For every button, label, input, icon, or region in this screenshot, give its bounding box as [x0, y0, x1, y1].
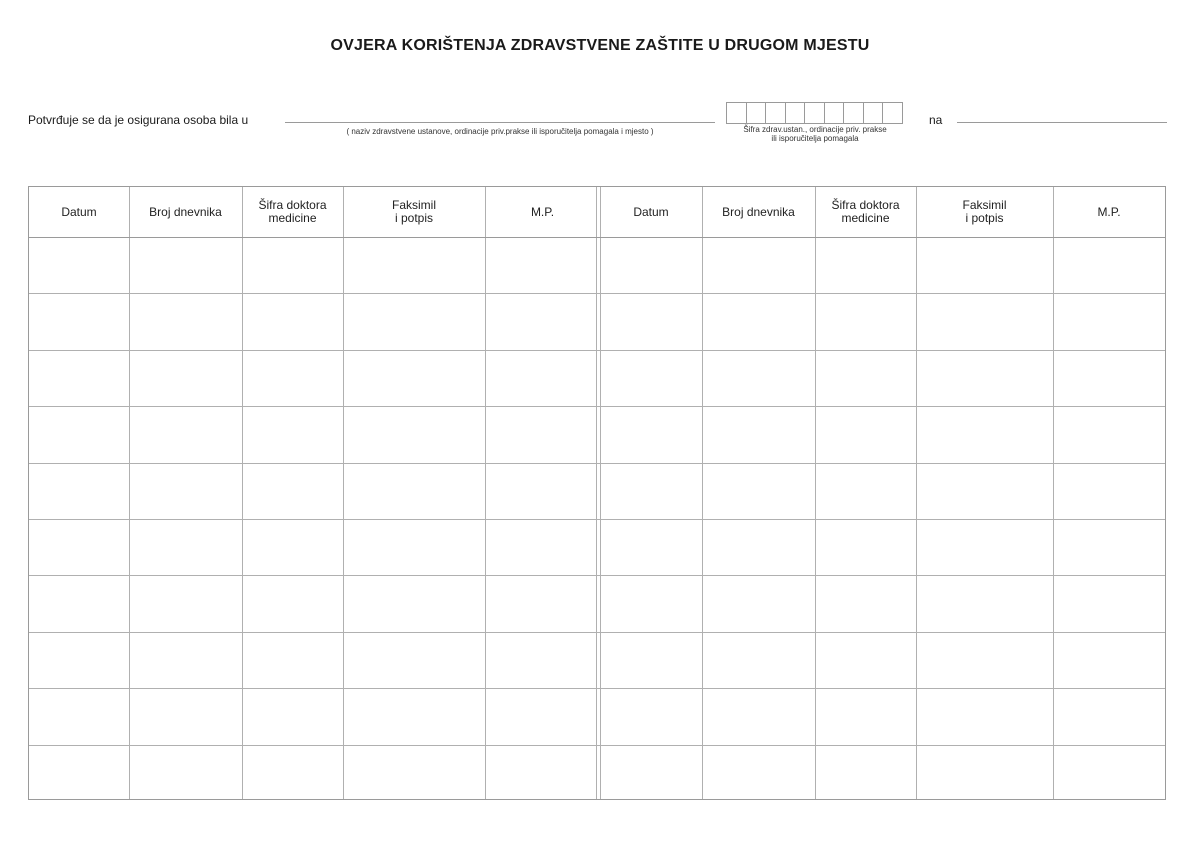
- table-cell[interactable]: [29, 632, 129, 688]
- table-cell[interactable]: [242, 745, 343, 801]
- table-cell[interactable]: [242, 293, 343, 349]
- table-cell[interactable]: [29, 519, 129, 575]
- code-digit-box[interactable]: [766, 103, 786, 123]
- table-cell[interactable]: [916, 237, 1053, 293]
- confirm-text: Potvrđuje se da je osigurana osoba bila u: [28, 113, 249, 127]
- table-cell[interactable]: [600, 632, 702, 688]
- table-cell[interactable]: [242, 575, 343, 631]
- table-cell[interactable]: [485, 350, 600, 406]
- table-cell[interactable]: [916, 688, 1053, 744]
- table-cell[interactable]: [1053, 745, 1165, 801]
- table-cell[interactable]: [129, 575, 242, 631]
- column-header-label: Šifra doktora medicine: [258, 198, 327, 225]
- table-cell[interactable]: [600, 463, 702, 519]
- table-cell[interactable]: [343, 293, 485, 349]
- column-header: [129, 187, 242, 237]
- code-digit-box[interactable]: [786, 103, 806, 123]
- table-cell[interactable]: [702, 293, 815, 349]
- table-cell[interactable]: [815, 688, 916, 744]
- table-cell[interactable]: [815, 350, 916, 406]
- facility-code-caption: Šifra zdrav.ustan., ordinacije priv. prakse ili isporučitelja pomagala: [743, 125, 887, 143]
- table-cell[interactable]: [29, 463, 129, 519]
- table-cell[interactable]: [242, 350, 343, 406]
- table-cell[interactable]: [600, 406, 702, 462]
- table-cell[interactable]: [1053, 406, 1165, 462]
- table-cell[interactable]: [815, 575, 916, 631]
- table-cell[interactable]: [916, 519, 1053, 575]
- table-cell[interactable]: [29, 688, 129, 744]
- table-cell[interactable]: [485, 237, 600, 293]
- table-cell[interactable]: [815, 406, 916, 462]
- column-header-label: Šifra doktora medicine: [831, 198, 900, 225]
- facility-code-boxes[interactable]: [726, 102, 903, 124]
- table-cell[interactable]: [815, 745, 916, 801]
- table-cell[interactable]: [600, 688, 702, 744]
- table-cell[interactable]: [1053, 632, 1165, 688]
- column-header: [702, 187, 815, 237]
- table-cell[interactable]: [916, 745, 1053, 801]
- table-cell[interactable]: [600, 745, 702, 801]
- table-cell[interactable]: [343, 519, 485, 575]
- table-cell[interactable]: [343, 745, 485, 801]
- table-cell[interactable]: [702, 237, 815, 293]
- table-cell[interactable]: [916, 350, 1053, 406]
- table-cell[interactable]: [485, 745, 600, 801]
- table-cell[interactable]: [29, 350, 129, 406]
- table-cell[interactable]: [1053, 237, 1165, 293]
- column-header-label: Broj dnevnika: [149, 204, 222, 219]
- table-cell[interactable]: [600, 519, 702, 575]
- column-header: [600, 187, 702, 237]
- column-header-label: Faksimil i potpis: [962, 198, 1007, 225]
- table-cell[interactable]: [343, 406, 485, 462]
- column-header: [485, 187, 600, 237]
- column-header: [343, 187, 485, 237]
- table-cell[interactable]: [702, 350, 815, 406]
- na-label: na: [929, 113, 943, 127]
- column-header-label: Broj dnevnika: [722, 204, 795, 219]
- table-cell[interactable]: [485, 293, 600, 349]
- table-cell[interactable]: [485, 406, 600, 462]
- column-header: [242, 187, 343, 237]
- code-digit-box[interactable]: [844, 103, 864, 123]
- table-cell[interactable]: [129, 293, 242, 349]
- table-cell[interactable]: [242, 406, 343, 462]
- table-cell[interactable]: [1053, 688, 1165, 744]
- table-cell[interactable]: [702, 688, 815, 744]
- table-cell[interactable]: [343, 463, 485, 519]
- table-cell[interactable]: [916, 632, 1053, 688]
- table-cell[interactable]: [485, 519, 600, 575]
- table-cell[interactable]: [702, 575, 815, 631]
- table-cell[interactable]: [29, 575, 129, 631]
- column-header: [1053, 187, 1165, 237]
- column-header-label: Datum: [61, 204, 97, 219]
- table-cell[interactable]: [916, 406, 1053, 462]
- column-header-label: M.P.: [530, 204, 555, 219]
- table-cell[interactable]: [815, 293, 916, 349]
- table-cell[interactable]: [916, 293, 1053, 349]
- table-cell[interactable]: [815, 463, 916, 519]
- table-cell[interactable]: [485, 632, 600, 688]
- table-cell[interactable]: [29, 406, 129, 462]
- table-cell[interactable]: [600, 350, 702, 406]
- table-cell[interactable]: [129, 463, 242, 519]
- table-cell[interactable]: [600, 575, 702, 631]
- table-cell[interactable]: [916, 575, 1053, 631]
- table-cell[interactable]: [129, 519, 242, 575]
- table-cell[interactable]: [1053, 519, 1165, 575]
- table-cell[interactable]: [1053, 293, 1165, 349]
- table-cell[interactable]: [815, 237, 916, 293]
- table-cell[interactable]: [29, 237, 129, 293]
- code-digit-box[interactable]: [825, 103, 845, 123]
- code-digit-box[interactable]: [727, 103, 747, 123]
- code-digit-box[interactable]: [747, 103, 767, 123]
- table-cell[interactable]: [29, 745, 129, 801]
- table-cell[interactable]: [1053, 575, 1165, 631]
- table-cell[interactable]: [343, 350, 485, 406]
- column-header: [29, 187, 129, 237]
- table-cell[interactable]: [702, 745, 815, 801]
- table-cell[interactable]: [1053, 463, 1165, 519]
- table-cell[interactable]: [702, 463, 815, 519]
- table-cell[interactable]: [815, 519, 916, 575]
- table-cell[interactable]: [702, 632, 815, 688]
- column-header: [815, 187, 916, 237]
- table-cell[interactable]: [485, 575, 600, 631]
- code-digit-box[interactable]: [883, 103, 903, 123]
- table-cell[interactable]: [343, 237, 485, 293]
- table-cell[interactable]: [242, 688, 343, 744]
- table-cell[interactable]: [129, 745, 242, 801]
- table-cell[interactable]: [129, 632, 242, 688]
- table-cell[interactable]: [1053, 350, 1165, 406]
- page-title: OVJERA KORIŠTENJA ZDRAVSTVENE ZAŠTITE U DRUGOM MJESTU: [330, 37, 870, 54]
- table-cell[interactable]: [343, 632, 485, 688]
- table-cell[interactable]: [129, 237, 242, 293]
- code-digit-box[interactable]: [805, 103, 825, 123]
- code-digit-box[interactable]: [864, 103, 884, 123]
- table-cell[interactable]: [129, 688, 242, 744]
- table-cell[interactable]: [242, 519, 343, 575]
- table-cell[interactable]: [702, 406, 815, 462]
- table-cell[interactable]: [129, 350, 242, 406]
- table-cell[interactable]: [242, 632, 343, 688]
- column-header-label: M.P.: [1097, 204, 1121, 219]
- date-line[interactable]: [957, 122, 1167, 123]
- column-header-label: Datum: [633, 204, 669, 219]
- table-cell[interactable]: [600, 293, 702, 349]
- column-header-label: Faksimil i potpis: [392, 198, 436, 225]
- table-cell[interactable]: [702, 519, 815, 575]
- table-cell[interactable]: [343, 688, 485, 744]
- table-cell[interactable]: [29, 293, 129, 349]
- facility-caption: ( naziv zdravstvene ustanove, ordinacije priv.prakse ili isporučitelja pomagala i mjesto ): [346, 127, 654, 136]
- table-cell[interactable]: [242, 463, 343, 519]
- table-cell[interactable]: [343, 575, 485, 631]
- table-cell[interactable]: [815, 632, 916, 688]
- table-cell[interactable]: [600, 237, 702, 293]
- table-cell[interactable]: [129, 406, 242, 462]
- column-header: [916, 187, 1053, 237]
- table-cell[interactable]: [916, 463, 1053, 519]
- facility-name-line[interactable]: [285, 122, 715, 123]
- table-cell[interactable]: [485, 463, 600, 519]
- table-cell[interactable]: [485, 688, 600, 744]
- table-cell[interactable]: [242, 237, 343, 293]
- certification-table: [28, 186, 1166, 800]
